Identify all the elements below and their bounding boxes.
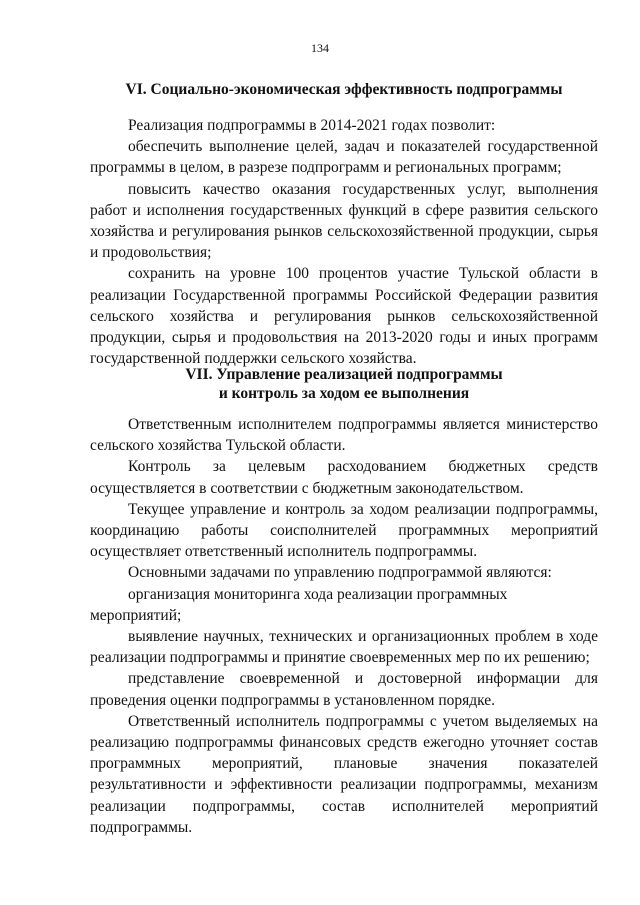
section-7-paragraph-4: Основными задачами по управлению подпрограммой являются: xyxy=(128,564,552,582)
page-number: 134 xyxy=(311,41,329,55)
section-6-paragraph-3: повысить качество оказания государственных услуг, выполнения работ и исполнения государственных функций в сфере развития сельского хозяйства и регулирования рынков сельскохозяйственной продукции, сырья и продовольствия; xyxy=(90,180,598,262)
section-6-heading: VI. Социально-экономическая эффективность подпрограммы xyxy=(125,81,563,98)
section-6-body xyxy=(90,115,598,369)
section-7-body xyxy=(90,414,598,838)
section-7-paragraph-6: выявление научных, технических и организационных проблем в ходе реализации подпрограммы и принятие своевременных мер по их решению; xyxy=(90,628,598,667)
section-7-heading-line-2: и контроль за ходом ее выполнения xyxy=(218,385,470,402)
section-7-heading-line-1: VII. Управление реализацией подпрограммы xyxy=(185,366,503,383)
section-6-paragraph-1: Реализация подпрограммы в 2014-2021 годах позволит: xyxy=(128,117,496,134)
section-6-paragraph-4: сохранить на уровне 100 процентов участие Тульской области в реализации Государственной программы Российской Федерации развития сельского хозяйства и регулирования рынков сельскохозяйственной продукции, сырья и продовольствия на 2013-2020 годы и иных программ государственной поддержки сельского хозяйства. xyxy=(90,265,598,368)
section-7-paragraph-1: Ответственным исполнителем подпрограммы является министерство сельского хозяйства Тульской области. xyxy=(90,416,598,455)
section-6-paragraph-2: обеспечить выполнение целей, задач и показателей государственной программы в целом, в разрезе подпрограмм и региональных программ; xyxy=(90,138,598,177)
section-7-heading xyxy=(90,365,598,403)
section-7-paragraph-7: представление своевременной и достоверной информации для проведения оценки подпрограммы в установленном порядке. xyxy=(90,670,598,709)
section-7-paragraph-5: организация мониторинга хода реализации программных мероприятий; xyxy=(90,585,508,624)
section-7-paragraph-3: Текущее управление и контроль за ходом реализации подпрограммы, координацию работы соисполнителей программных мероприятий осуществляет ответственный исполнитель подпрограммы. xyxy=(90,500,598,561)
section-7-paragraph-8: Ответственный исполнитель подпрограммы с учетом выделяемых на реализацию подпрограммы финансовых средств ежегодно уточняет состав программных мероприятий, плановые значения показателей результативности и эффективности реализации подпрограммы, механизм реализации подпрограммы, состав исполнителей мероприятий подпрограммы. xyxy=(90,712,598,836)
section-7-paragraph-2: Контроль за целевым расходованием бюджетных средств осуществляется в соответствии с бюджетным законодательством. xyxy=(90,458,598,497)
